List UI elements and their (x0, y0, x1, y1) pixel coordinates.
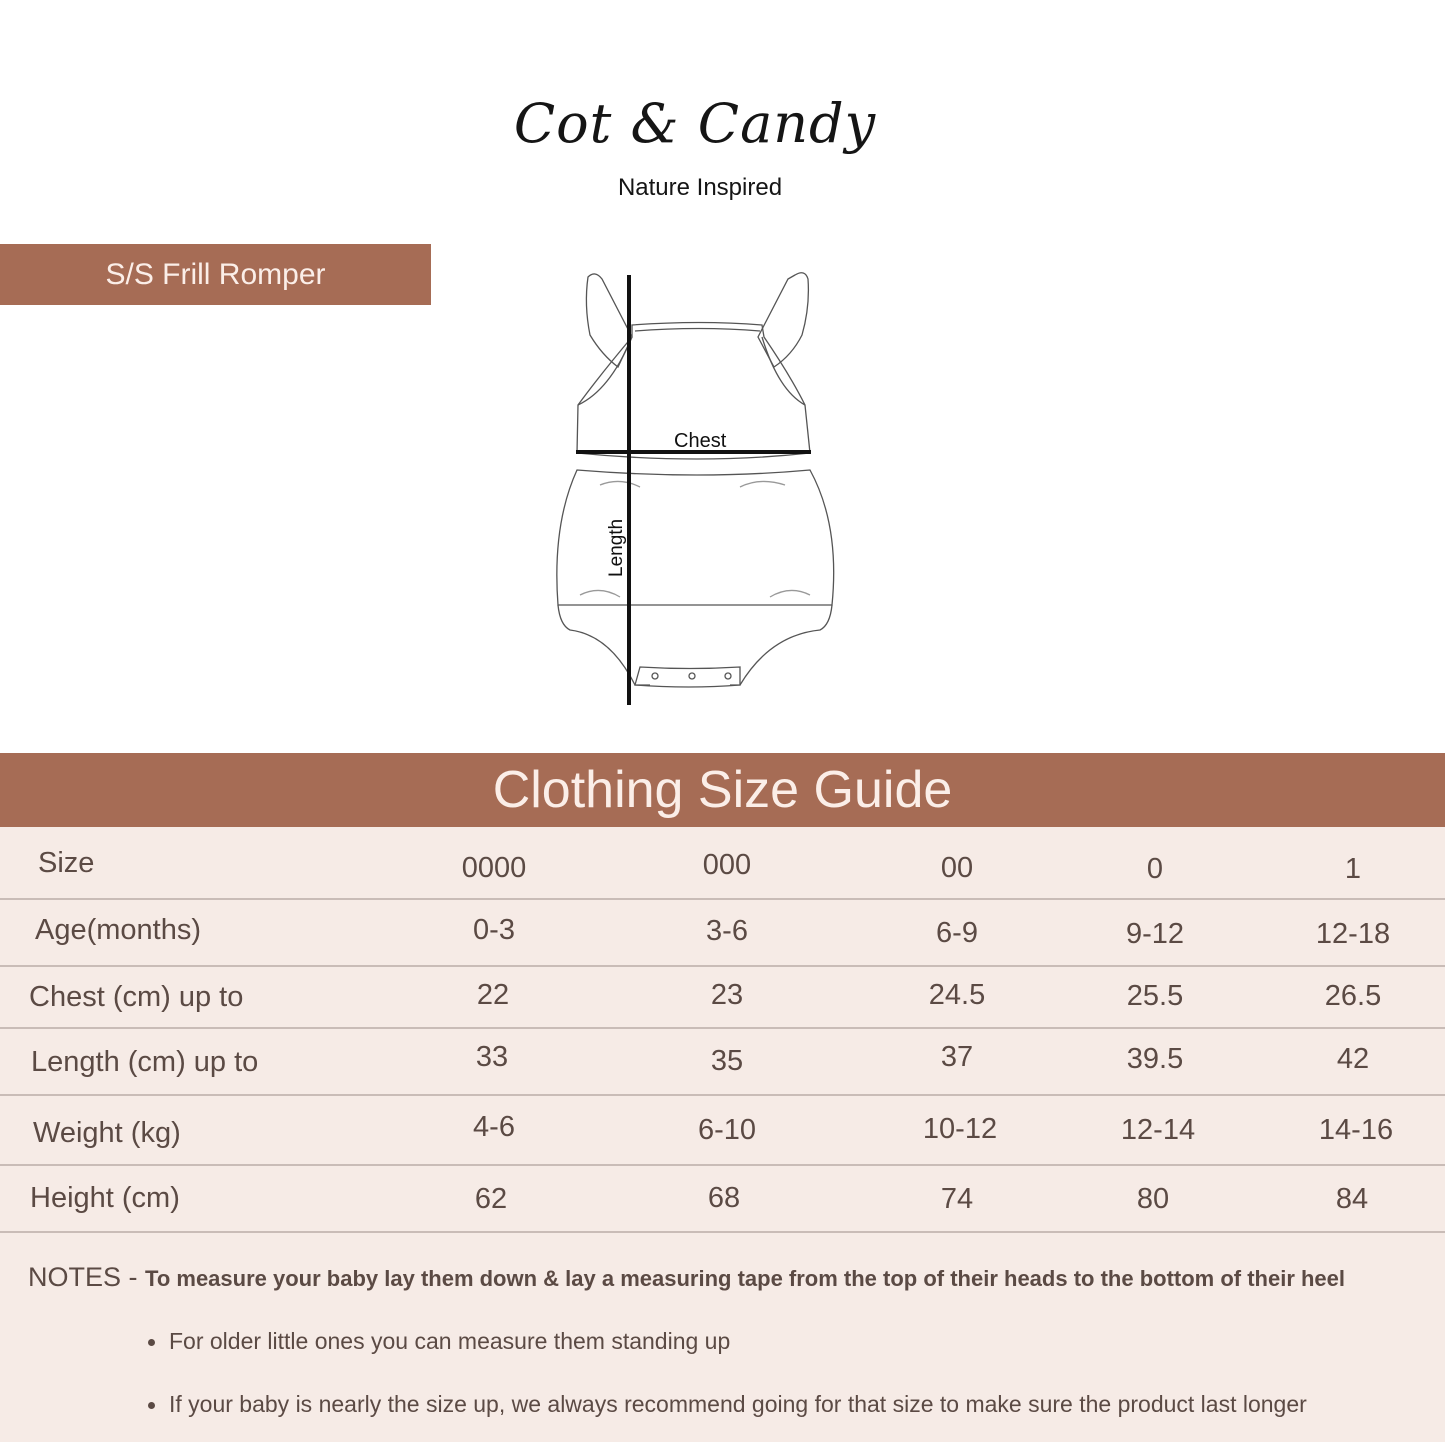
table-cell: 62 (474, 1183, 508, 1215)
table-cell: 42 (1336, 1043, 1370, 1075)
length-label: Length (606, 518, 627, 577)
table-row-size (0, 827, 1445, 900)
table-cell: 80 (1136, 1183, 1170, 1215)
table-cell: 1 (1344, 853, 1362, 885)
row-label-size: Size (38, 847, 95, 879)
romper-right-frill (758, 273, 808, 367)
table-cell: 68 (707, 1182, 741, 1214)
romper-armhole-right (762, 337, 805, 405)
table-cell: 12-18 (1315, 918, 1391, 950)
table-cell: 0-3 (473, 914, 515, 946)
size-guide-title-band (0, 753, 1445, 827)
bullet-dot-icon (148, 1402, 155, 1409)
table-cell: 00 (940, 852, 974, 884)
table-cell: 3-6 (706, 915, 748, 947)
chest-label: Chest (674, 430, 727, 452)
table-row-length (0, 1029, 1445, 1096)
romper-bloomer (557, 470, 834, 605)
brand-logo: Cot & Candy (513, 92, 877, 155)
brand-tagline: Nature Inspired (617, 174, 783, 201)
table-row-height (0, 1166, 1445, 1233)
table-cell: 24.5 (928, 979, 986, 1011)
romper-leg-right (730, 605, 832, 685)
table-cell: 0000 (461, 852, 527, 884)
table-cell: 33 (475, 1041, 509, 1073)
table-cell: 22 (476, 979, 510, 1011)
table-cell: 000 (702, 849, 752, 881)
table-cell: 6-10 (697, 1114, 757, 1146)
table-cell: 0 (1146, 853, 1164, 885)
table-cell: 35 (710, 1045, 744, 1077)
size-guide-title: Clothing Size Guide (492, 761, 953, 819)
product-title: S/S Frill Romper (105, 257, 326, 291)
table-cell: 14-16 (1318, 1114, 1394, 1146)
romper-leg-left (558, 605, 650, 685)
row-label-chest: Chest (cm) up to (29, 981, 244, 1013)
table-cell: 74 (940, 1183, 974, 1215)
romper-crotch (635, 667, 740, 687)
notes-line (28, 1262, 1345, 1293)
row-label-length: Length (cm) up to (31, 1046, 259, 1078)
table-cell: 6-9 (936, 917, 978, 949)
notes-prefix: NOTES - (28, 1262, 138, 1292)
table-cell: 39.5 (1126, 1043, 1184, 1075)
table-cell: 12-14 (1120, 1114, 1196, 1146)
row-label-weight: Weight (kg) (33, 1117, 181, 1149)
note-bullet-text: If your baby is nearly the size up, we always recommend going for that size to make sure the product last longer (169, 1391, 1307, 1417)
product-title-band (0, 244, 431, 305)
table-row-age (0, 900, 1445, 967)
table-cell: 4-6 (473, 1111, 515, 1143)
romper-snap-left (652, 673, 658, 679)
row-label-age: Age(months) (35, 914, 202, 946)
note-bullet (148, 1391, 1307, 1418)
bullet-dot-icon (148, 1339, 155, 1346)
note-bullet-text: For older little ones you can measure them standing up (169, 1328, 731, 1354)
romper-snap-right (725, 673, 731, 679)
romper-neck-trim (635, 329, 760, 332)
note-bullet (148, 1328, 730, 1355)
table-cell: 9-12 (1125, 918, 1185, 950)
table-row-weight (0, 1096, 1445, 1166)
notes-main: To measure your baby lay them down & lay a measuring tape from the top of their heads to the bottom of their heel (145, 1266, 1346, 1291)
table-cell: 10-12 (922, 1113, 998, 1145)
romper-diagram (540, 265, 850, 715)
table-cell: 26.5 (1324, 980, 1382, 1012)
table-cell: 84 (1335, 1183, 1369, 1215)
row-label-height: Height (cm) (30, 1182, 180, 1214)
table-cell: 25.5 (1126, 980, 1184, 1012)
table-cell: 37 (940, 1041, 974, 1073)
table-row-chest (0, 967, 1445, 1029)
romper-snap-center (689, 673, 695, 679)
table-cell: 23 (710, 979, 744, 1011)
